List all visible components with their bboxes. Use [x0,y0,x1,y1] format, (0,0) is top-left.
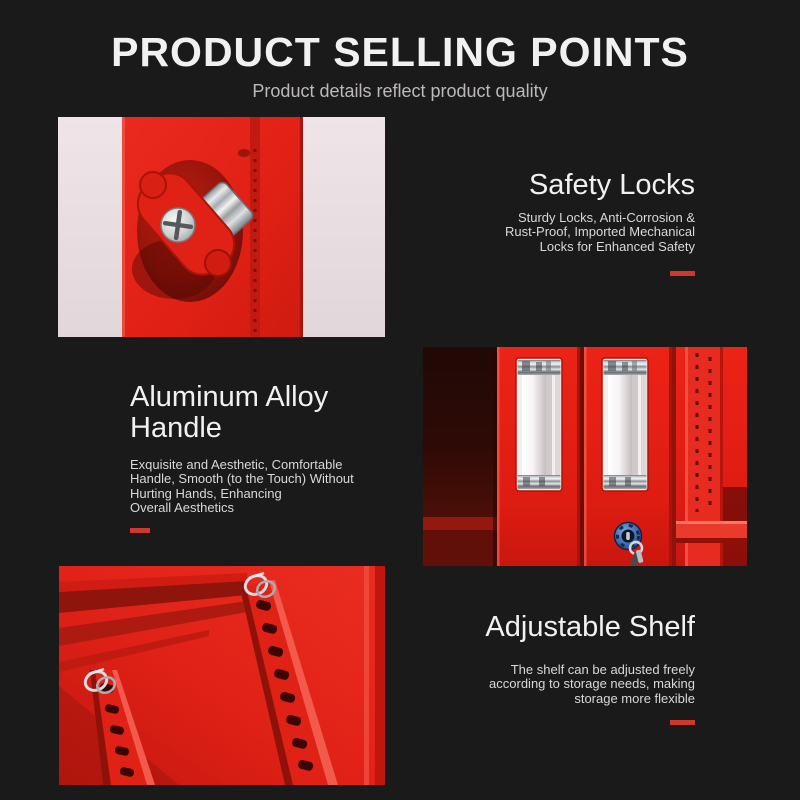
handle-photo-art [423,347,747,566]
page-title: PRODUCT SELLING POINTS [111,29,689,75]
section-description: Exquisite and Aesthetic, Comfortable Handle, Smooth (to the Touch) Without Hurting Hands, Enhancing Overall Aesthetics [130,457,354,516]
section-description: The shelf can be adjusted freely according to storage needs, making storage more flexible [489,662,695,706]
handle-slot-left [516,358,562,491]
page-subtitle: Product details reflect product quality [252,81,548,101]
accent-dash [670,720,695,725]
door-gap [580,347,584,566]
section-safety-locks [395,170,695,281]
accent-dash [130,528,150,533]
section-adjustable-shelf [365,612,695,730]
cabinet-handle-photo [423,347,747,566]
section-description: Sturdy Locks, Anti-Corrosion & Rust-Proof, Imported Mechanical Locks for Enhanced Safety [504,210,695,254]
interior-shelf-edge [423,517,497,530]
handle-slot-right [602,358,648,491]
section-aluminum-alloy-handle [130,382,460,538]
section-title: Aluminum Alloy Handle [130,381,329,444]
accent-dash [670,271,695,276]
adjustable-shelf-photo [59,566,385,785]
shelf-photo-art [59,566,385,785]
handle-bar [608,375,632,475]
handle-bar [522,375,546,475]
section-title: Safety Locks [528,169,695,201]
lock-photo-art [58,117,385,337]
section-title: Adjustable Shelf [485,611,695,643]
cabinet-lock-closeup-photo [58,117,385,337]
